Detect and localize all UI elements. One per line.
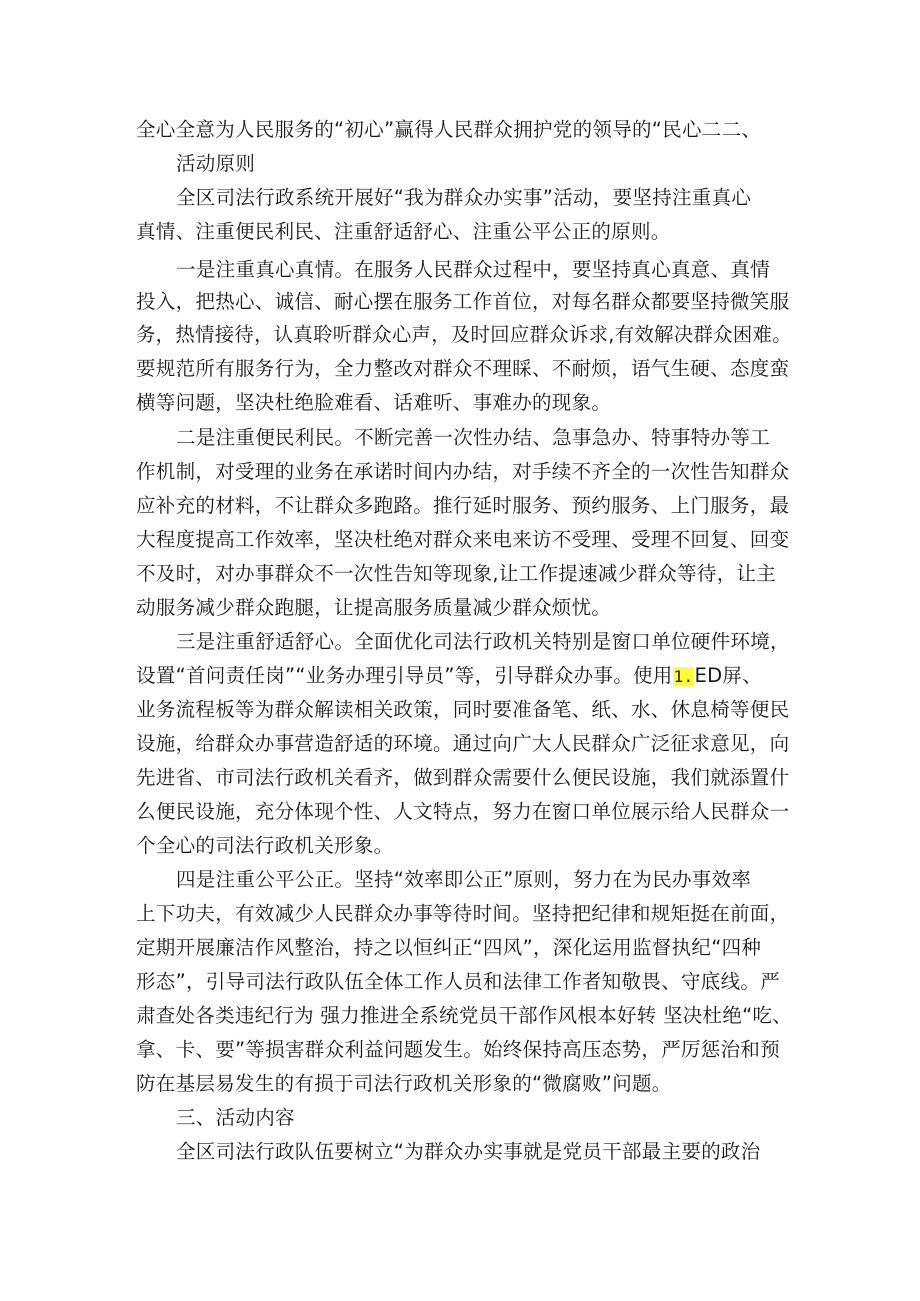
text-line: 形态”，引导司法行政队伍全体工作人员和法律工作者知敬畏、守底线。严 bbox=[136, 970, 781, 993]
text-line: 横等问题，坚决杜绝脸难看、话难听、事难办的现象。 bbox=[136, 391, 612, 414]
text-line: 个全心的司法行政机关形象。 bbox=[136, 834, 394, 857]
text-line: 业务流程板等为群众解读相关政策，同时要准备笔、纸、水、休息椅等便民 bbox=[136, 698, 790, 721]
text-line: 不及时，对办事群众不一次性告知等现象,让工作提速减少群众等待，让主 bbox=[136, 562, 777, 585]
text-line: 要规范所有服务行为，全力整改对群众不理睬、不耐烦，语气生硬、态度蛮 bbox=[136, 357, 790, 380]
highlighted-text: 1. bbox=[673, 667, 694, 686]
text-line: 防在基层易发生的有损于司法行政机关形象的“微腐败”问题。 bbox=[136, 1072, 672, 1095]
text-line: 应补充的材料，不让群众多跑路。推行延时服务、预约服务、上门服务，最 bbox=[136, 494, 790, 517]
text-line: 设施，给群众办事营造舒适的环境。通过向广大人民群众广泛征求意见，向 bbox=[136, 732, 790, 755]
text-line: 二是注重便民利民。不断完善一次性办结、急事急办、特事特办等工 bbox=[176, 426, 771, 449]
text-line: 一是注重真心真情。在服务人民群众过程中，要坚持真心真意、真情 bbox=[176, 258, 771, 281]
text-line: 动服务减少群众跑腿，让提高服务质量减少群众烦忧。 bbox=[136, 596, 612, 619]
text-line: 定期开展廉洁作风整治，持之以恒纠正“四风”，深化运用监督执纪“四种 bbox=[136, 936, 762, 959]
text-line: 全心全意为人民服务的“初心”赢得人民群众拥护党的领导的“民心二二、 bbox=[136, 118, 762, 141]
text-line: 先进省、市司法行政机关看齐，做到群众需要什么便民设施，我们就添置什 bbox=[136, 766, 790, 789]
text-line: 真情、注重便民利民、注重舒适舒心、注重公平公正的原则。 bbox=[136, 220, 671, 243]
text-segment: ED屏、 bbox=[694, 664, 763, 687]
text-line: 么便民设施，充分体现个性、人文特点，努力在窗口单位展示给人民群众一 bbox=[136, 800, 790, 823]
text-line: 四是注重公平公正。坚持“效率即公正”原则，努力在为民办事效率 bbox=[176, 868, 752, 891]
text-line: 上下功夫，有效减少人民群众办事等待时间。坚持把纪律和规矩挺在前面， bbox=[136, 902, 790, 925]
text-line: 全区司法行政系统开展好“我为群众办实事”活动，要坚持注重真心 bbox=[176, 186, 752, 209]
text-line: 大程度提高工作效率，坚决杜绝对群众来电来访不受理、受理不回复、回变 bbox=[136, 528, 790, 551]
text-line: 作机制，对受理的业务在承诺时间内办结，对手续不齐全的一次性告知群众 bbox=[136, 460, 790, 483]
section-heading: 活动原则 bbox=[176, 152, 256, 175]
text-segment: 设置“首问责任岗”“业务办理引导员”等，引导群众办事。使用 bbox=[136, 664, 673, 687]
text-line: 肃查处各类违纪行为 强力推进全系统党员干部作风根本好转 坚决杜绝“吃、 bbox=[136, 1004, 793, 1027]
text-line: 全区司法行政队伍要树立“为群众办实事就是党员干部最主要的政治 bbox=[176, 1140, 761, 1163]
text-line: 务，热情接待，认真聆听群众心声，及时回应群众诉求,有效解决群众困难。 bbox=[136, 323, 792, 346]
section-heading: 三、活动内容 bbox=[176, 1106, 295, 1129]
text-line: 拿、卡、要”等损害群众利益问题发生。始终保持高压态势，严厉惩治和预 bbox=[136, 1038, 781, 1061]
text-line-with-highlight bbox=[136, 662, 762, 690]
text-line: 投入，把热心、诚信、耐心摆在服务工作首位，对每名群众都要坚持微笑服 bbox=[136, 290, 790, 313]
text-line: 三是注重舒适舒心。全面优化司法行政机关特别是窗口单位硬件环境， bbox=[176, 630, 790, 653]
